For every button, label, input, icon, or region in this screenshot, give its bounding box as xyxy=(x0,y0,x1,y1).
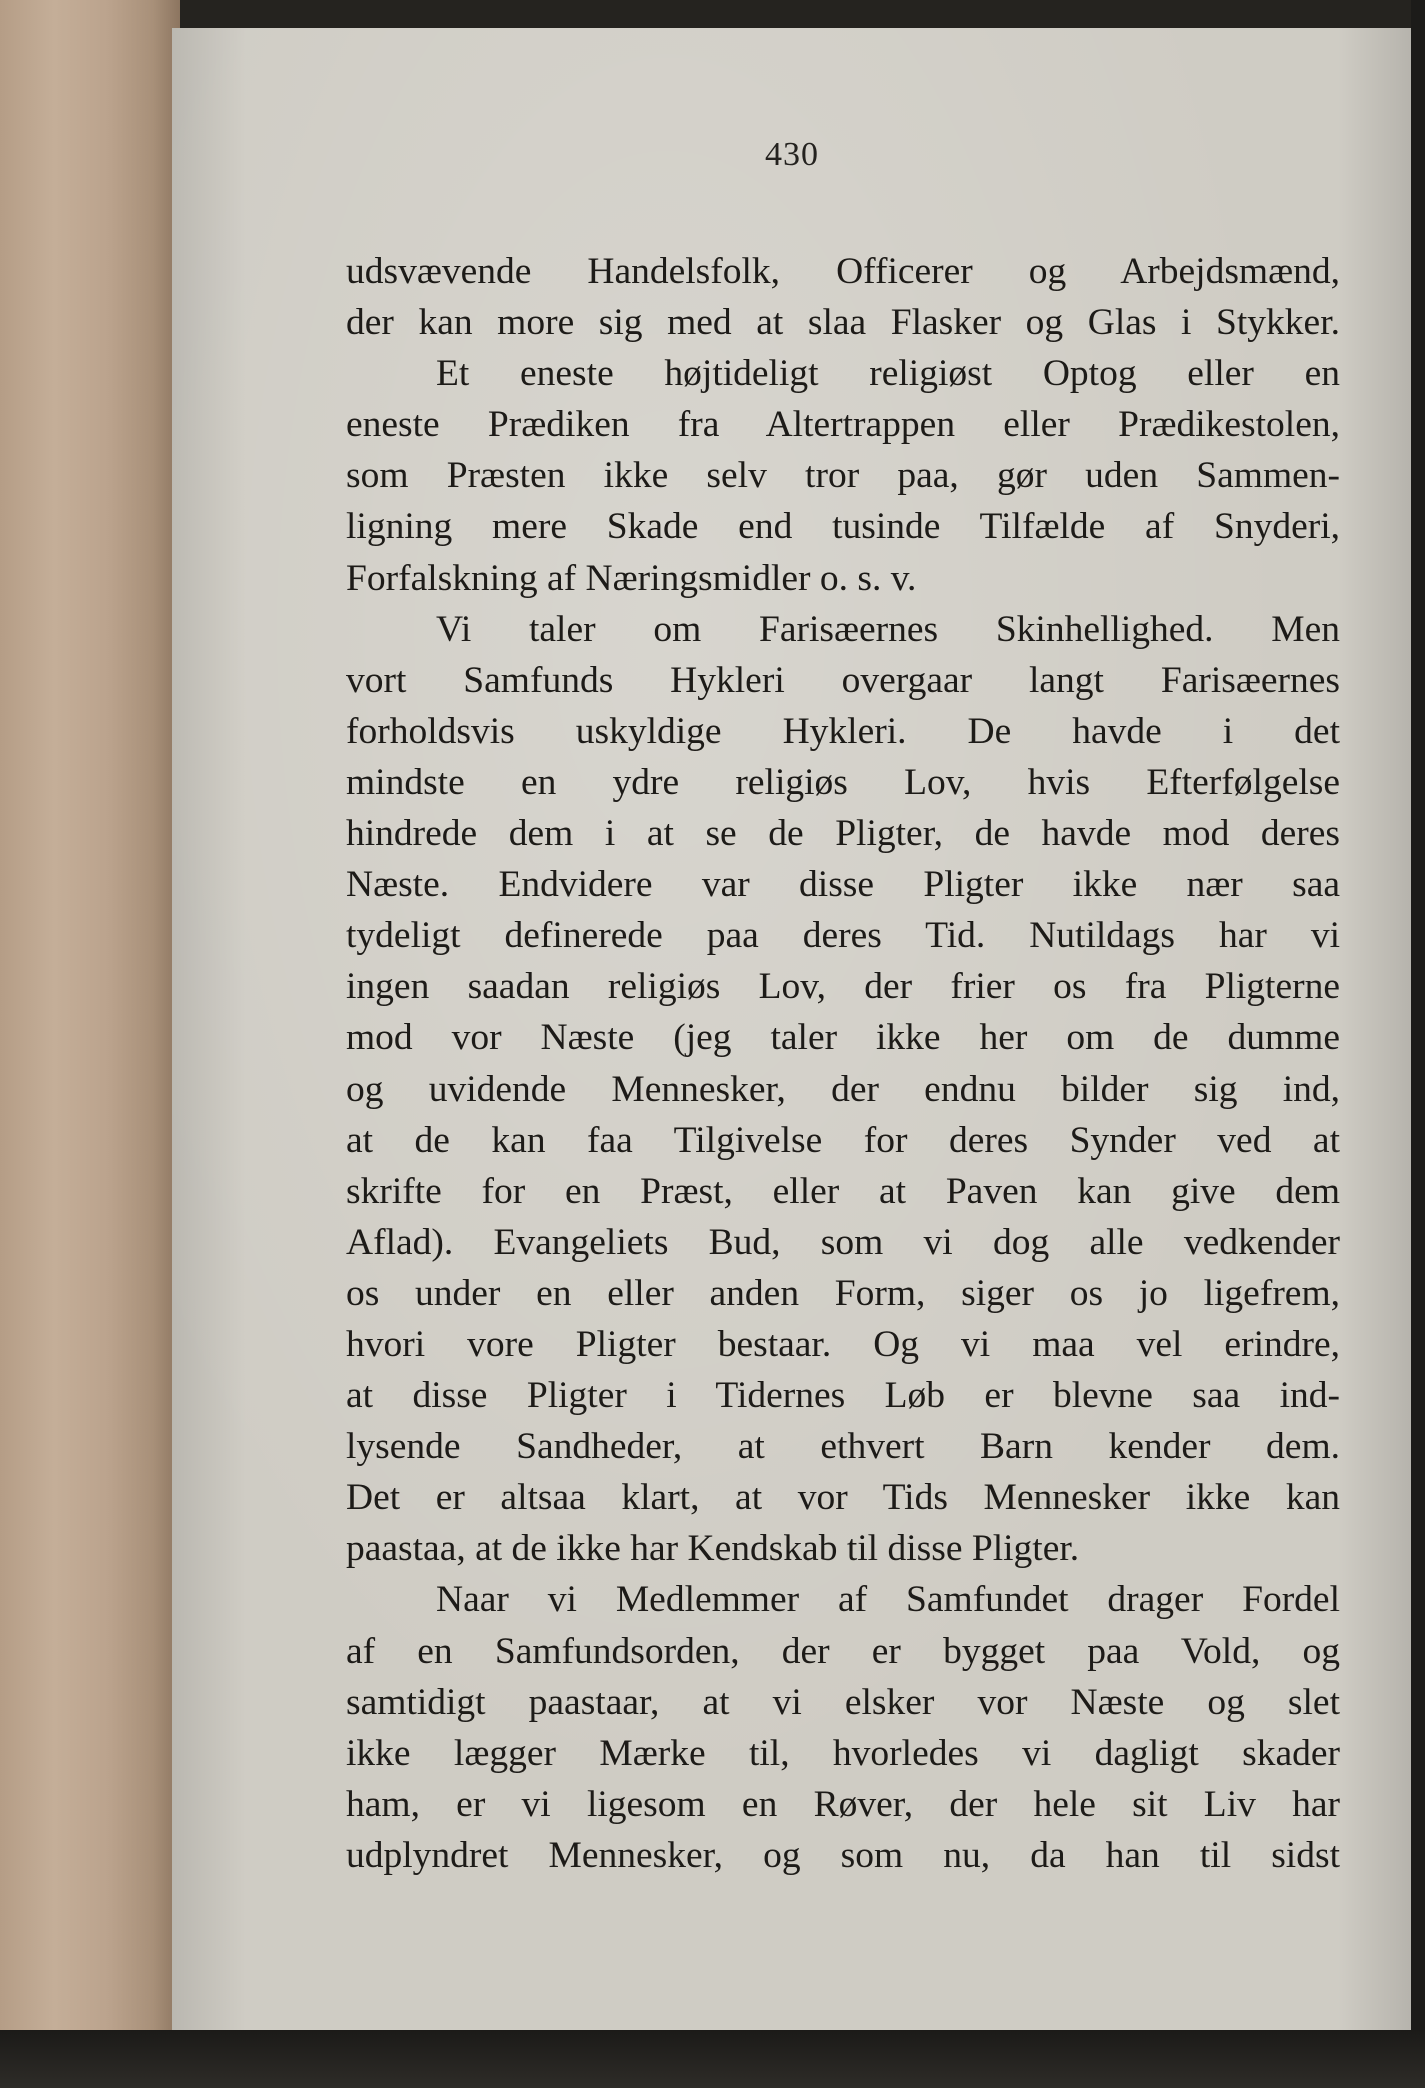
text-line: hvori vore Pligter bestaar. Og vi maa vel erindre, xyxy=(346,1323,1340,1365)
text-line: vort Samfunds Hykleri overgaar langt Farisæernes xyxy=(346,659,1340,701)
text-line: samtidigt paastaar, at vi elsker vor Næste og slet xyxy=(346,1681,1340,1723)
text-line: udsvævende Handelsfolk, Officerer og Arbejdsmænd, xyxy=(346,251,1340,292)
text-line: skrifte for en Præst, eller at Paven kan give dem xyxy=(346,1170,1340,1212)
text-line: Vi taler om Farisæernes Skinhellighed. Men xyxy=(436,608,1340,650)
text-line: af en Samfundsorden, der er bygget paa Vold, og xyxy=(346,1630,1340,1672)
book-page-edges xyxy=(0,0,180,2088)
text-line: mod vor Næste (jeg taler ikke her om de dumme xyxy=(346,1017,1340,1059)
text-line: Forfalskning af Næringsmidler o. s. v. xyxy=(346,557,917,599)
text-line: udplyndret Mennesker, og som nu, da han til sidst xyxy=(346,1834,1340,1876)
text-line: at disse Pligter i Tidernes Løb er blevne saa ind- xyxy=(346,1375,1340,1417)
text-line: forholdsvis uskyldige Hykleri. De havde i det xyxy=(346,710,1340,752)
text-line: ham, er vi ligesom en Røver, der hele sit Liv har xyxy=(346,1783,1340,1825)
text-line: der kan more sig med at slaa Flasker og Glas i Stykker. xyxy=(346,302,1340,344)
text-line: Et eneste højtideligt religiøst Optog eller en xyxy=(436,353,1340,395)
text-line: ingen saadan religiøs Lov, der frier os fra Pligterne xyxy=(346,966,1340,1008)
text-line: os under en eller anden Form, siger os jo ligefrem, xyxy=(346,1272,1340,1314)
text-line: Aflad). Evangeliets Bud, som vi dog alle vedkender xyxy=(346,1221,1340,1263)
text-line: og uvidende Mennesker, der endnu bilder sig ind, xyxy=(346,1068,1340,1110)
text-line: mindste en ydre religiøs Lov, hvis Efterfølgelse xyxy=(346,761,1340,803)
text-line: paastaa, at de ikke har Kendskab til disse Pligter. xyxy=(346,1528,1080,1570)
book-bottom-edge xyxy=(0,2030,1425,2088)
text-line: ikke lægger Mærke til, hvorledes vi dagligt skader xyxy=(346,1732,1340,1774)
text-line: ligning mere Skade end tusinde Tilfælde af Snyderi, xyxy=(346,506,1340,548)
page-shadow-right xyxy=(1411,0,1425,2088)
text-line: som Præsten ikke selv tror paa, gør uden Sammen- xyxy=(346,455,1340,497)
text-line: tydeligt definerede paa deres Tid. Nutildags har vi xyxy=(346,915,1340,957)
body-text xyxy=(346,246,1340,1881)
text-line: Det er altsaa klart, at vor Tids Mennesker ikke kan xyxy=(346,1477,1340,1519)
text-line: hindrede dem i at se de Pligter, de havde mod deres xyxy=(346,813,1340,855)
text-line: at de kan faa Tilgivelse for deres Synder ved at xyxy=(346,1119,1340,1161)
text-line: Naar vi Medlemmer af Samfundet drager Fordel xyxy=(436,1579,1340,1621)
text-line: eneste Prædiken fra Altertrappen eller Prædikestolen, xyxy=(346,404,1340,446)
book-page xyxy=(172,28,1412,2036)
text-line: Næste. Endvidere var disse Pligter ikke nær saa xyxy=(346,864,1340,906)
text-line: lysende Sandheder, at ethvert Barn kender dem. xyxy=(346,1426,1340,1468)
page-number: 430 xyxy=(765,136,819,173)
